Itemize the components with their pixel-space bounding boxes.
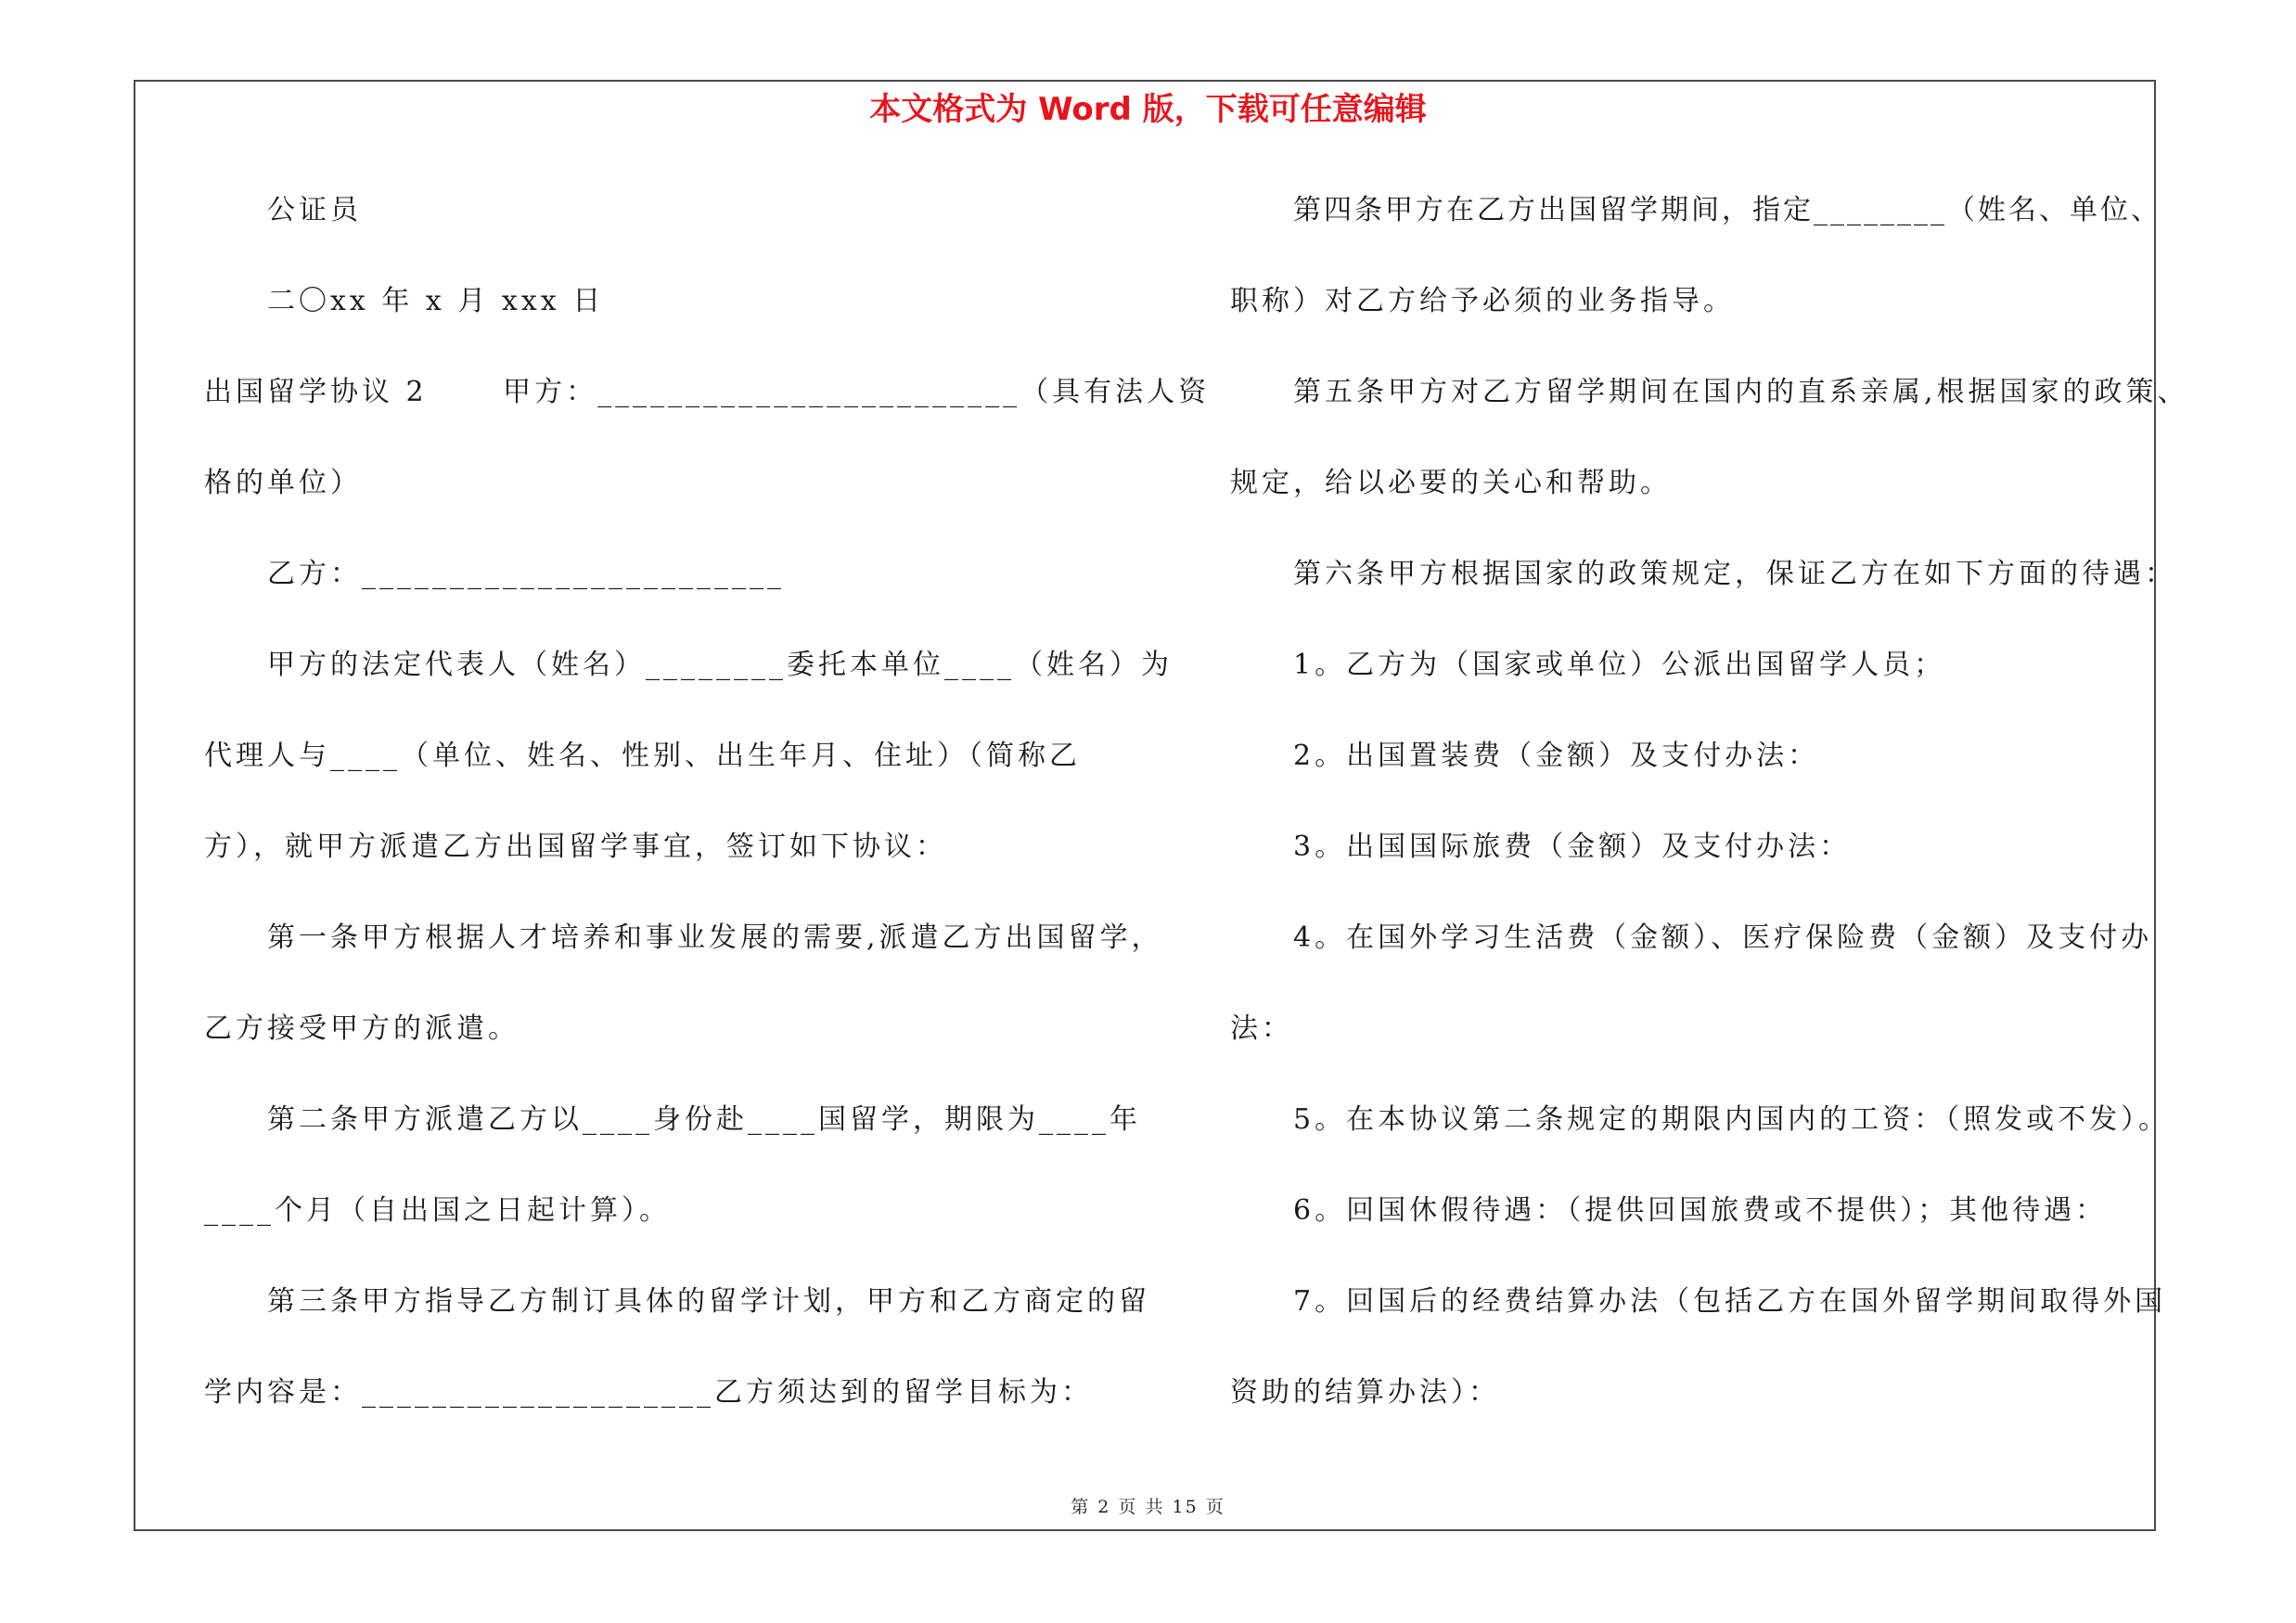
page-number: 第 2 页 共 15 页 (1071, 1497, 1225, 1517)
text-line: 第二条甲方派遣乙方以____身份赴____国留学，期限为____年 (267, 1103, 1141, 1136)
text-line: 乙方接受甲方的派遣。 (204, 1012, 519, 1045)
text-line: 出国留学协议 2 甲方：________________________（具有法人资 (204, 376, 1211, 408)
text-line: 1。乙方为（国家或单位）公派出国留学人员； (1293, 649, 1946, 681)
text-line: 乙方：________________________ (267, 558, 785, 590)
text-line: 第一条甲方根据人才培养和事业发展的需要,派遣乙方出国留学， (267, 921, 1163, 954)
text-line: 二〇xx 年 x 月 xxx 日 (267, 285, 605, 317)
text-line: 4。在国外学习生活费（金额）、医疗保险费（金额）及支付办 (1293, 921, 2153, 954)
text-line: 第三条甲方指导乙方制订具体的留学计划，甲方和乙方商定的留 (267, 1285, 1150, 1318)
text-line: 方），就甲方派遣乙方出国留学事宜，签订如下协议： (204, 831, 947, 863)
text-line: 第五条甲方对乙方留学期间在国内的直系亲属,根据国家的政策、 (1293, 376, 2189, 408)
text-line: 资助的结算办法）： (1230, 1376, 1500, 1409)
text-line: 3。出国国际旅费（金额）及支付办法： (1293, 831, 1852, 863)
text-line: 法： (1230, 1012, 1293, 1045)
text-line: 代理人与____（单位、姓名、性别、出生年月、住址）（简称乙 (204, 740, 1081, 772)
text-line: 公证员 (267, 194, 362, 226)
text-line: 规定，给以必要的关心和帮助。 (1230, 467, 1672, 499)
text-line: 学内容是：____________________乙方须达到的留学目标为： (204, 1376, 1093, 1409)
text-line: 5。在本协议第二条规定的期限内国内的工资：（照发或不发）。 (1293, 1103, 2171, 1136)
text-line: 7。回国后的经费结算办法（包括乙方在国外留学期间取得外国 (1293, 1285, 2167, 1318)
text-line: 第四条甲方在乙方出国留学期间，指定________（姓名、单位、 (1293, 194, 2161, 226)
text-line: ____个月（自出国之日起计算）。 (204, 1194, 671, 1227)
text-line: 格的单位） (204, 467, 362, 499)
text-line: 6。回国休假待遇：（提供回国旅费或不提供）；其他待遇： (1293, 1194, 2108, 1227)
text-line: 甲方的法定代表人（姓名）________委托本单位____（姓名）为 (267, 649, 1173, 681)
text-line: 2。出国置装费（金额）及支付办法： (1293, 740, 1820, 772)
text-line: 职称）对乙方给予必须的业务指导。 (1230, 285, 1735, 317)
editable-notice-banner: 本文格式为 Word 版，下载可任意编辑 (869, 91, 1427, 128)
text-line: 第六条甲方根据国家的政策规定，保证乙方在如下方面的待遇： (1293, 558, 2176, 590)
